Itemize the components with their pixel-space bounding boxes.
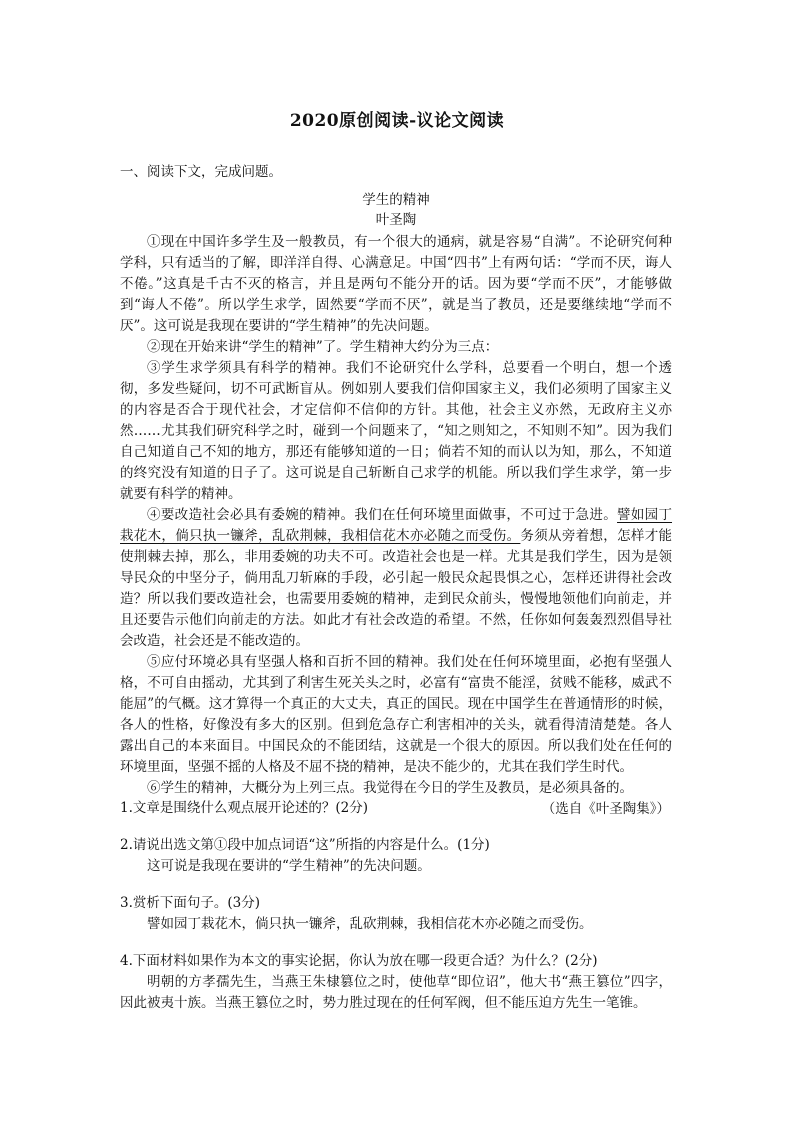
paragraph-4-opening: ④要改造社会必具有委婉的精神。我们在任何环境里面做事，不可过于急进。 <box>147 507 618 523</box>
article-paragraph-6: ⑥学生的精神，大概分为上列三点。我觉得在今日的学生及教员，是必须具备的。 <box>147 780 633 796</box>
document-title: 2020原创阅读-议论文阅读 <box>289 111 505 131</box>
question-material: 明朝的方孝孺先生，当燕王朱棣篡位之时，使他草“即位诏”，他大书“燕王篡位”四字，因此被夷十族。当燕王篡位之时，势力胜过现在的任何军阀，但不能压迫方先生一笔锥。 <box>120 974 672 1011</box>
question-text: 4.下面材料如果作为本文的事实论据，你认为放在哪一段更合适？为什么？(2分) <box>120 953 598 969</box>
question-2 <box>120 835 672 877</box>
article-paragraph-2: ②现在开始来讲“学生的精神”了。学生精神大约分为三点： <box>147 339 499 355</box>
article-paragraph-1: ①现在中国许多学生及一般教员，有一个很大的通病，就是容易“自满”。不论研究何种学科，只有适当的了解，即洋洋自得、心满意足。中国“四书”上有两句话：“学而不厌，诲人不倦。”这真是千古不灭的格言，并且是两句不能分开的话。因为要“学而不厌”，才能够做到“诲人不倦”。所以学生求学，固然要“学而不厌”，就是当了教员，还是要继续地“学而不厌”。这可说是我现在要讲的“学生精神”的先决问题。 <box>120 234 672 334</box>
question-quote: 譬如园丁栽花木，倘只执一镰斧，乱砍荆棘，我相信花木亦必随之而受伤。 <box>147 916 593 932</box>
question-text: 1.文章是围绕什么观点展开论述的？(2分) <box>120 800 369 816</box>
article-source: （选自《叶圣陶集》） <box>541 801 670 817</box>
questions-section <box>120 798 672 1030</box>
article-title: 学生的精神 <box>362 192 430 208</box>
question-text: 3.赏析下面句子。(3分) <box>120 895 261 911</box>
article-paragraph-4 <box>120 505 672 652</box>
article-paragraph-3: ③学生求学须具有科学的精神。我们不论研究什么学科，总要看一个明白，想一个透彻，多发些疑问，切不可武断盲从。例如别人要我们信仰国家主义，我们必须明了国家主义的内容是否合于现代社会，才定信仰不信仰的方针。其他，社会主义亦然，无政府主义亦然……尤其我们研究科学之时，碰到一个问题来了，“知之则知之，不知则不知”。因为我们自己知道自己不知的地方，那还有能够知道的一日；倘若不知的而认以为知，那么，不知道的终究没有知道的日子了。这可说是自己斩断自己求学的机能。所以我们学生求学，第一步就要有科学的精神。 <box>120 360 672 502</box>
section-heading: 一、阅读下文，完成问题。 <box>120 164 282 180</box>
underlined-sentence: 譬如园丁栽花木，倘只执一镰斧，乱砍荆棘，我相信花木亦必随之而受伤。 <box>120 507 673 544</box>
question-text: 2.请说出选文第①段中加点词语“这”所指的内容是什么。(1分) <box>120 837 490 853</box>
article <box>120 190 672 820</box>
question-quote: 这可说是我现在要讲的“学生精神”的先决问题。 <box>147 858 431 874</box>
paragraph-4-rest: 务须从旁着想，怎样才能使荆棘去掉，那么，非用委婉的功夫不可。改造社会也是一样。尤其是我们学生，因为是领导民众的中坚分子，倘用乱刀斩麻的手段，必引起一般民众起畏惧之心，怎样还讲得社会改造？所以我们要改造社会，也需要用委婉的精神，走到民众前头，慢慢地领他们向前走，并且还要告示他们向前走的方法。如此才有社会改造的希望。不然，任你如何轰轰烈烈倡导社会改造，社会还是不能改造的。 <box>120 528 672 649</box>
article-author: 叶圣陶 <box>375 212 417 228</box>
question-4 <box>120 951 672 1014</box>
article-paragraph-5: ⑤应付环境必具有坚强人格和百折不回的精神。我们处在任何环境里面，必抱有坚强人格，不可自由摇动，尤其到了利害生死关头之时，必富有“富贵不能淫，贫贱不能移，威武不能屈”的气概。这才算得一个真正的大丈夫，真正的国民。现在中国学生在普通情形的时候，各人的性格，好像没有多大的区别。但到危急存亡利害相冲的关头，就看得清清楚楚。各人露出自己的本来面目。中国民众的不能团结，这就是一个很大的原因。所以我们处在任何的环境里面，坚强不摇的人格及不屈不挠的精神，是决不能少的，尤其在我们学生时代。 <box>120 654 672 775</box>
question-1 <box>120 798 672 819</box>
question-3 <box>120 893 672 935</box>
